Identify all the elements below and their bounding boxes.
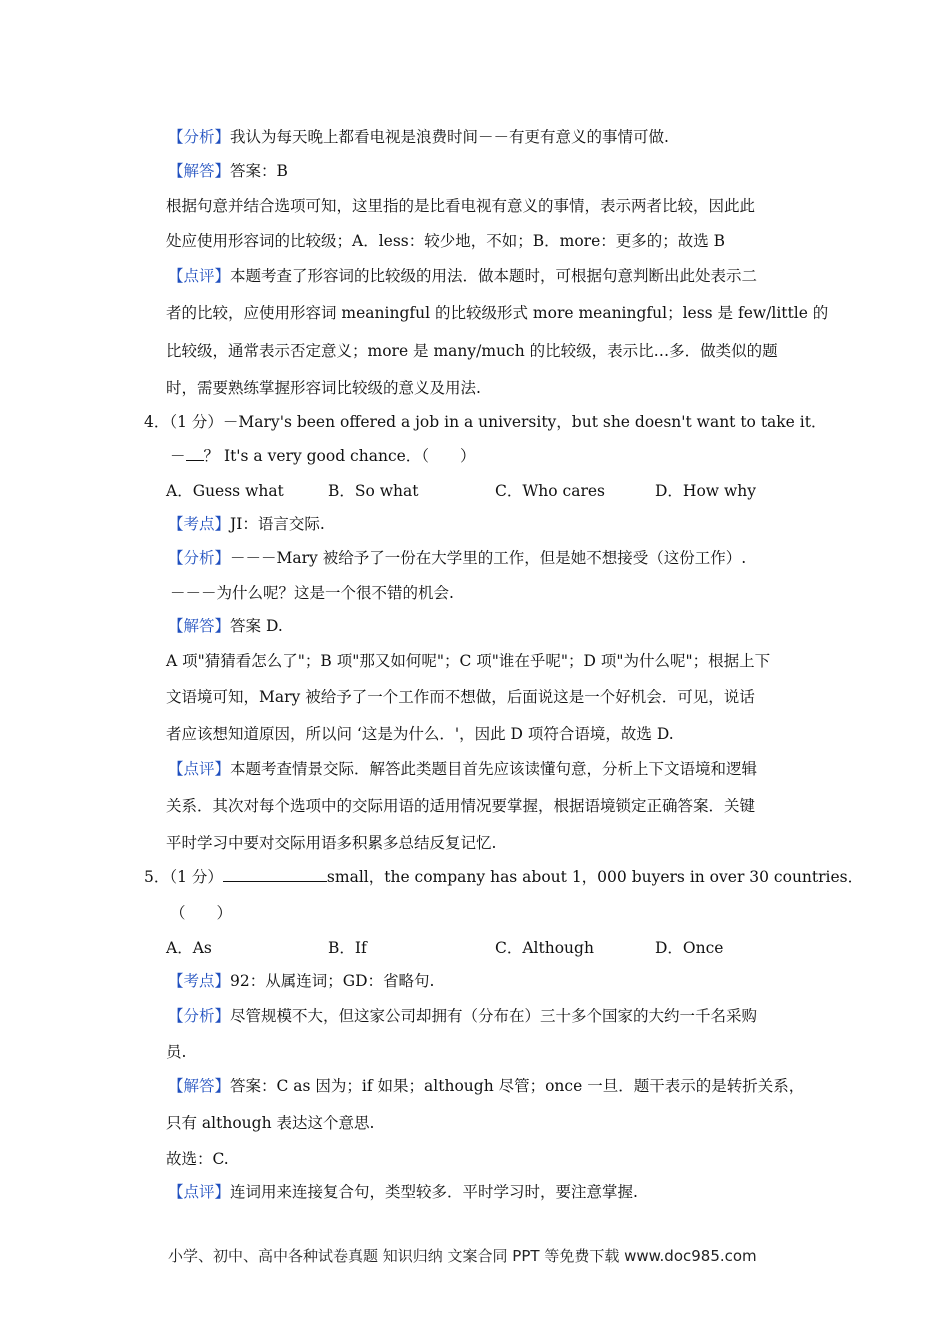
q3-explain-line-2: 处应使用形容词的比较级；A．less：较少地，不如；B．more：更多的；故选 B: [166, 232, 726, 250]
q4-point: [168, 514, 325, 534]
analysis-text: －－－Mary 被给予了一份在大学里的工作，但是她不想接受（这份工作）.: [230, 549, 747, 567]
dash: －: [170, 447, 186, 465]
q4-explain-line-3: 者应该想知道原因，所以问 ‘这是为什么．'，因此 D 项符合语境，故选 D.: [166, 725, 674, 743]
analysis-tag: 【分析】: [168, 128, 231, 146]
answer-tag: 【解答】: [168, 617, 231, 635]
page-footer: 小学、初中、高中各种试卷真题 知识归纳 文案合同 PPT 等免费下载 www.doc985.com: [168, 1247, 757, 1265]
q5-option-b: B．If: [328, 939, 367, 957]
comment-tag: 【点评】: [168, 267, 231, 285]
q4-comment-line-3: 平时学习中要对交际用语多积累多总结反复记忆.: [166, 834, 497, 852]
comment-tag: 【点评】: [168, 1183, 231, 1201]
q5-option-d: D．Once: [655, 939, 724, 957]
q5-option-c: C．Although: [495, 939, 594, 957]
analysis-tag: 【分析】: [168, 549, 231, 567]
q3-analysis: [168, 127, 669, 147]
q4-explain-line-1: A 项"猜猜看怎么了"；B 项"那又如何呢"；C 项"谁在乎呢"；D 项"为什么呢"；根据上下: [166, 652, 771, 670]
q4-option-b: B．So what: [328, 482, 419, 500]
answer-text: 答案 D.: [230, 617, 283, 635]
point-tag: 【考点】: [168, 972, 231, 990]
answer-blank: [223, 867, 327, 882]
answer-text: 答案：C as 因为；if 如果；although 尽管；once 一旦．题干表示的是转折关系，: [230, 1077, 805, 1095]
q4-comment-line-2: 关系．其次对每个选项中的交际用语的适用情况要掌握，根据语境锁定正确答案．关键: [166, 797, 756, 815]
comment-tag: 【点评】: [168, 760, 231, 778]
q4-answer: [168, 616, 283, 636]
point-tag: 【考点】: [168, 515, 231, 533]
q5-analysis: [168, 1006, 757, 1026]
q5-answer-line-2: 只有 although 表达这个意思.: [166, 1114, 375, 1132]
q4-option-a: A．Guess what: [166, 482, 284, 500]
q5-analysis-line-2: 员.: [166, 1043, 187, 1061]
q4-analysis-line-2: －－－为什么呢？这是一个很不错的机会.: [170, 584, 454, 602]
stem-rest: ？ It's a very good chance．（ ）: [203, 447, 476, 465]
question-number: 4．: [144, 413, 170, 431]
q5-answer: [168, 1076, 804, 1096]
answer-tag: 【解答】: [168, 162, 231, 180]
q3-comment-line-3: 比较级，通常表示否定意义；more 是 many/much 的比较级，表示比…多．做类似的题: [166, 342, 778, 360]
q4-option-c: C．Who cares: [495, 482, 605, 500]
q3-comment-line-4: 时，需要熟练掌握形容词比较级的意义及用法.: [166, 379, 481, 397]
question-stem: （1 分）－Mary's been offered a job in a university，but she doesn't want to take it．: [169, 413, 827, 431]
q3-comment-line-2: 者的比较，应使用形容词 meaningful 的比较级形式 more meaningful；less 是 few/little 的: [166, 304, 829, 322]
comment-text: 本题考查情景交际．解答此类题目首先应该读懂句意，分析上下文语境和逻辑: [230, 760, 758, 778]
q4-comment: [168, 759, 757, 779]
q5-stem-line-2: （ ）: [170, 904, 233, 922]
q4-option-d: D．How why: [655, 482, 756, 500]
q5-point: [168, 971, 434, 991]
q4-stem: [144, 412, 826, 432]
analysis-tag: 【分析】: [168, 1007, 231, 1025]
q5-comment: [168, 1182, 638, 1202]
analysis-text: 我认为每天晚上都看电视是浪费时间－－有更有意义的事情可做.: [230, 128, 669, 146]
answer-tag: 【解答】: [168, 1077, 231, 1095]
answer-text: 答案：B: [230, 162, 288, 180]
q5-stem: [144, 867, 863, 887]
stem-rest: small，the company has about 1，000 buyers in over 30 countries．: [326, 868, 864, 886]
comment-text: 本题考查了形容词的比较级的用法．做本题时，可根据句意判断出此处表示二: [230, 267, 758, 285]
stem-score: （1 分）: [169, 868, 223, 886]
point-text: 92：从属连词；GD：省略句.: [230, 972, 435, 990]
q5-option-a: A．As: [166, 939, 212, 957]
q3-comment: [168, 266, 757, 286]
q4-analysis: [168, 548, 746, 568]
q3-answer: [168, 161, 288, 181]
answer-blank: [186, 446, 204, 461]
question-number: 5．: [144, 868, 170, 886]
q5-answer-line-3: 故选：C.: [166, 1150, 229, 1168]
point-text: JI：语言交际.: [230, 515, 325, 533]
q4-explain-line-2: 文语境可知，Mary 被给予了一个工作而不想做，后面说这是一个好机会．可见，说话: [166, 688, 755, 706]
comment-text: 连词用来连接复合句，类型较多．平时学习时，要注意掌握.: [230, 1183, 638, 1201]
q4-stem-line-2: [170, 446, 476, 466]
analysis-text: 尽管规模不大，但这家公司却拥有（分布在）三十多个国家的大约一千名采购: [230, 1007, 758, 1025]
q3-explain-line-1: 根据句意并结合选项可知，这里指的是比看电视有意义的事情，表示两者比较，因此此: [166, 197, 756, 215]
